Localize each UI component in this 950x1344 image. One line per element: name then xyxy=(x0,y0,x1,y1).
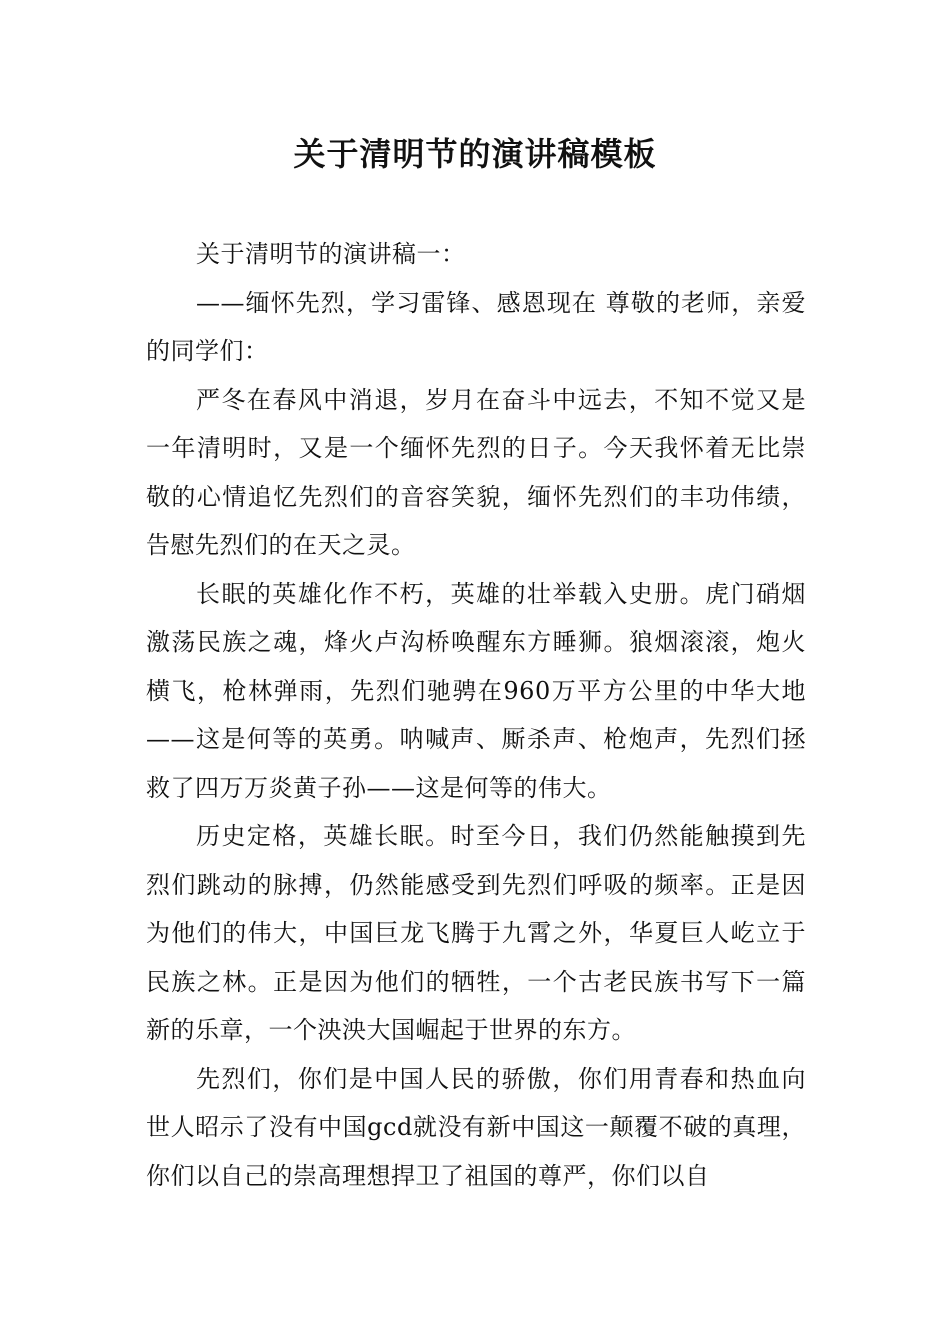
paragraph: 先烈们，你们是中国人民的骄傲，你们用青春和热血向世人昭示了没有中国gcd就没有新中国这一颠覆不破的真理，你们以自己的崇高理想捍卫了祖国的尊严，你们以自 xyxy=(146,1064,806,1190)
paragraph: 历史定格，英雄长眠。时至今日，我们仍然能触摸到先烈们跳动的脉搏，仍然能感受到先烈们呼吸的频率。正是因为他们的伟大，中国巨龙飞腾于九霄之外，华夏巨人屹立于民族之林。正是因为他们的牺牲，一个古老民族书写下一篇新的乐章，一个泱泱大国崛起于世界的东方。 xyxy=(146,822,806,1044)
document-body xyxy=(146,230,806,1200)
paragraph-greeting: ——缅怀先烈，学习雷锋、感恩现在 尊敬的老师，亲爱的同学们： xyxy=(146,288,806,365)
paragraph-heading: 关于清明节的演讲稿一： xyxy=(196,240,466,268)
paragraph: 严冬在春风中消退，岁月在奋斗中远去，不知不觉又是一年清明时，又是一个缅怀先烈的日子。今天我怀着无比崇敬的心情追忆先烈们的音容笑貌，缅怀先烈们的丰功伟绩，告慰先烈们的在天之灵。 xyxy=(146,385,806,559)
document-title: 关于清明节的演讲稿模板 xyxy=(293,135,657,173)
paragraph: 长眠的英雄化作不朽，英雄的壮举载入史册。虎门硝烟激荡民族之魂，烽火卢沟桥唤醒东方睡狮。狼烟滚滚，炮火横飞，枪林弹雨，先烈们驰骋在960万平方公里的中华大地——这是何等的英勇。呐喊声、厮杀声、枪炮声，先烈们拯救了四万万炎黄子孙——这是何等的伟大。 xyxy=(146,579,806,802)
